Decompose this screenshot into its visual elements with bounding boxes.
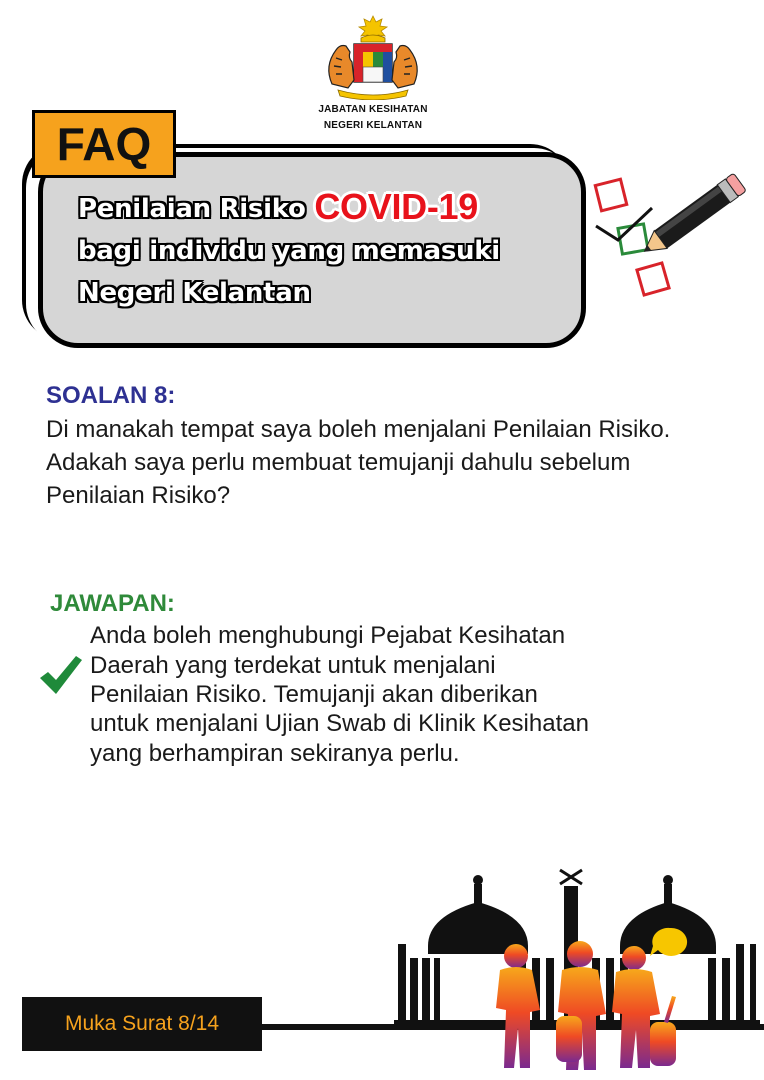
coat-of-arms-icon: [318, 14, 428, 100]
answer-text-line-2: Daerah yang terdekat untuk menjalani: [90, 652, 496, 679]
covid-highlight: COVID-19: [314, 186, 478, 227]
answer-text-line-1: Anda boleh menghubungi Pejabat Kesihatan: [90, 622, 566, 649]
checklist-pencil-icon: [592, 168, 752, 308]
answer-text-line-5: yang berhampiran sekiranya perlu.: [90, 740, 460, 767]
mosque-travellers-illustration: [388, 866, 764, 1080]
answer-text-line-3: Penilaian Risiko. Temujanji akan diberikan: [90, 681, 538, 708]
answer-text-line-4: untuk menjalani Ujian Swab di Klinik Kesihatan: [90, 710, 589, 737]
page-number-badge: Muka Surat 8/14: [22, 997, 262, 1051]
title-line-3: Negeri Kelantan: [78, 278, 311, 308]
question-label: SOALAN 8:: [46, 382, 176, 409]
question-text-line-3: Penilaian Risiko?: [46, 482, 231, 509]
faq-badge: FAQ: [32, 110, 176, 178]
checkmark-icon: [38, 656, 82, 696]
department-name-line1: JABATAN KESIHATAN: [318, 104, 428, 115]
question-text-line-1: Di manakah tempat saya boleh menjalani Penilaian Risiko.: [46, 416, 671, 443]
answer-label: JAWAPAN:: [50, 590, 175, 617]
question-text-line-2: Adakah saya perlu membuat temujanji dahulu sebelum: [46, 449, 631, 476]
department-name-line2: NEGERI KELANTAN: [323, 120, 423, 131]
title-line-1: [78, 186, 478, 228]
title-line-1-prefix: Penilaian Risiko: [78, 194, 306, 224]
title-line-2: bagi individu yang memasuki: [78, 236, 500, 266]
